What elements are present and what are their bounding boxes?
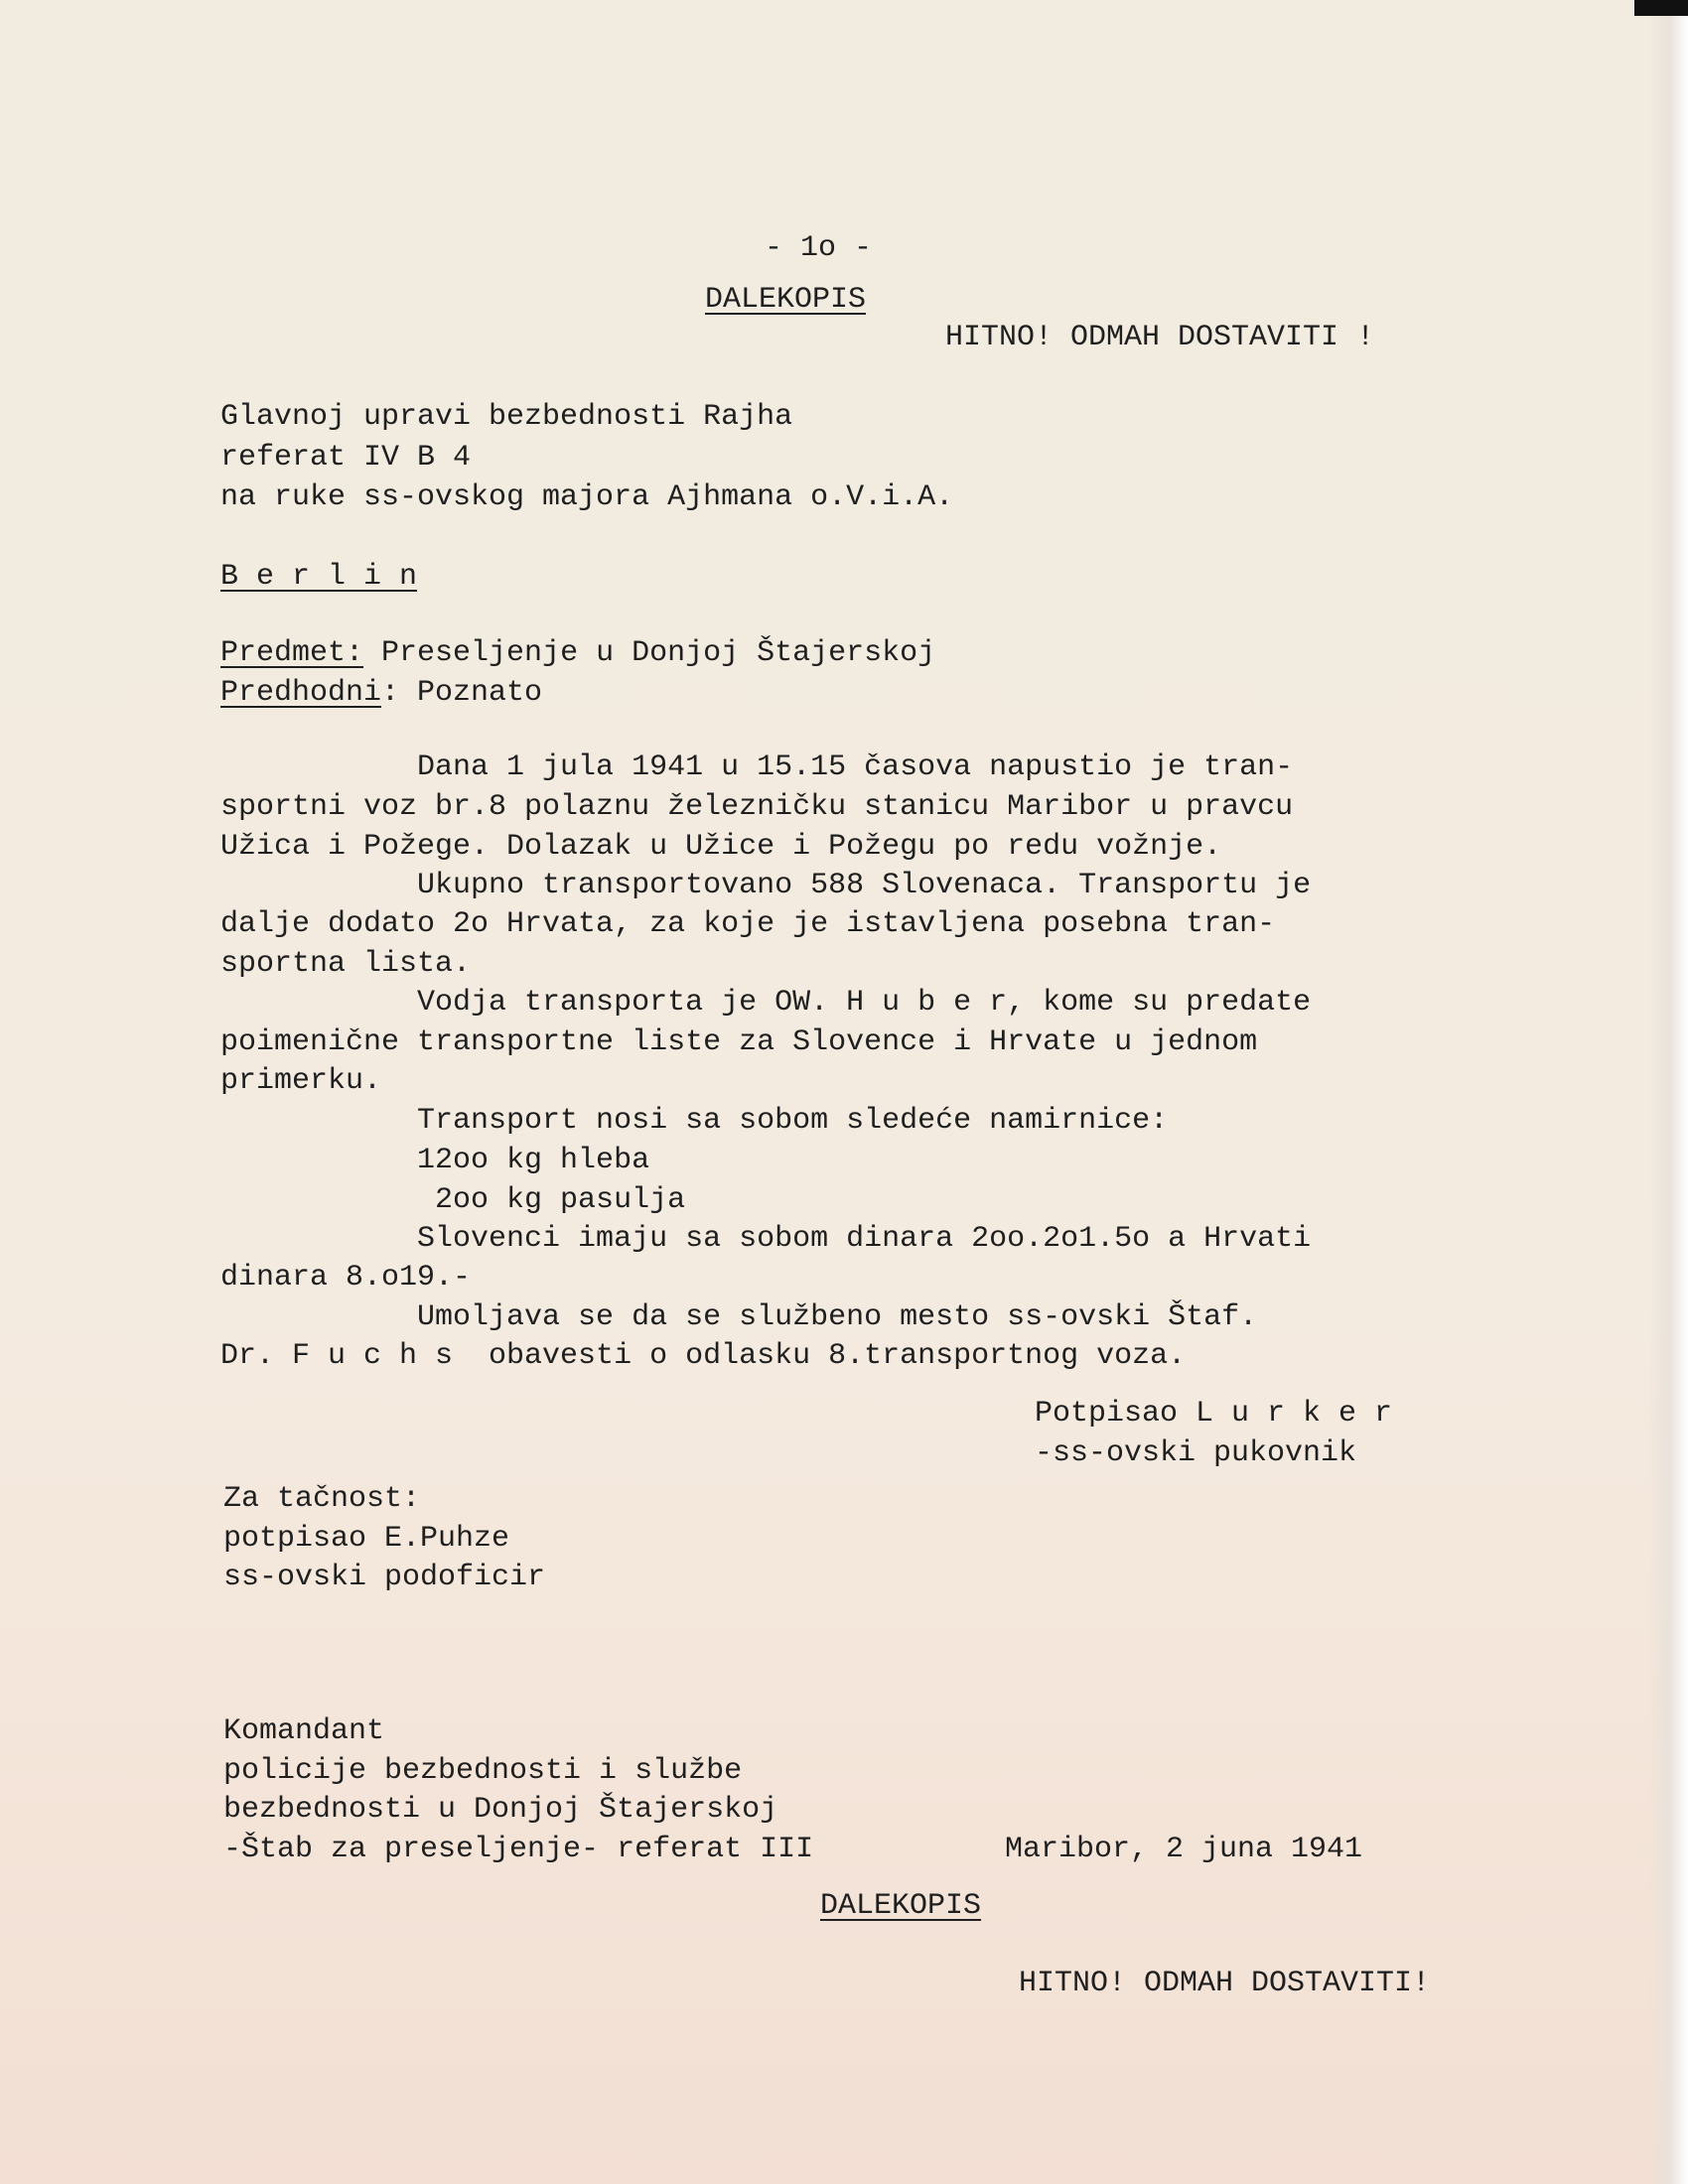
signature-line: -ss-ovski pukovnik [1035,1436,1357,1470]
subject-line [220,635,935,671]
body-line: Vodja transporta je OW. H u b e r, kome su predate [220,986,1312,1020]
page-edge-shadow [1648,0,1688,2184]
body-line: 2oo kg pasulja [220,1183,686,1217]
previous-label: Predhodni [220,676,382,710]
recipient-city: B e r l i n [220,560,418,594]
body-line: Dana 1 jula 1941 u 15.15 časova napustio je tran- [220,751,1294,784]
body-line: Umoljava se da se službeno mesto ss-ovski Štaf. [220,1300,1258,1334]
place-date: Maribor, 2 juna 1941 [1005,1833,1363,1866]
scan-corner-mark [1634,0,1688,16]
subject-label: Predmet: [220,636,364,670]
body-line: Ukupno transportovano 588 Slovenaca. Transportu je [220,869,1312,902]
previous-line [220,675,542,711]
certification-line: Za tačnost: [223,1482,421,1516]
recipient-line: na ruke ss-ovskog majora Ajhmana o.V.i.A. [220,480,954,514]
footer-urgency: HITNO! ODMAH DOSTAVITI! [1019,1967,1431,2000]
body-line: sportna lista. [220,947,472,981]
body-line: Dr. F u c h s obavesti o odlasku 8.transportnog voza. [220,1339,1187,1373]
body-line: dinara 8.o19.- [220,1261,472,1295]
previous-value: : Poznato [381,676,543,710]
body-line: Transport nosi sa sobom sledeće namirnice: [220,1104,1169,1138]
sender-line: -Štab za preseljenje- referat III [223,1833,814,1866]
sender-line: policije bezbednosti i službe [223,1754,743,1788]
certification-line: potpisao E.Puhze [223,1522,510,1556]
body-line: dalje dodato 2o Hrvata, za koje je istavljena posebna tran- [220,907,1276,941]
recipient-line: Glavnoj upravi bezbednosti Rajha [220,400,793,434]
certification-line: ss-ovski podoficir [223,1561,546,1594]
signature-line: Potpisao L u r k e r [1035,1397,1393,1431]
body-line: 12oo kg hleba [220,1144,650,1177]
footer-dalekopis: DALEKOPIS [820,1889,982,1923]
recipient-line: referat IV B 4 [220,441,472,475]
body-line: sportni voz br.8 polaznu železničku stanicu Maribor u pravcu [220,790,1294,824]
header-dalekopis: DALEKOPIS [705,283,867,317]
body-line: Slovenci imaju sa sobom dinara 2oo.2o1.5o a Hrvati [220,1222,1312,1256]
sender-line: bezbednosti u Donjoj Štajerskoj [223,1793,778,1827]
body-line: poimenične transportne liste za Slovence i Hrvate u jednom [220,1025,1258,1059]
page-number: - 1o - [765,231,873,265]
body-line: Užica i Požege. Dolazak u Užice i Požegu po redu vožnje. [220,830,1222,864]
sender-line: Komandant [223,1714,385,1748]
subject-value: Preseljenje u Donjoj Štajerskoj [363,636,936,670]
header-urgency: HITNO! ODMAH DOSTAVITI ! [945,321,1375,354]
body-line: primerku. [220,1064,382,1098]
